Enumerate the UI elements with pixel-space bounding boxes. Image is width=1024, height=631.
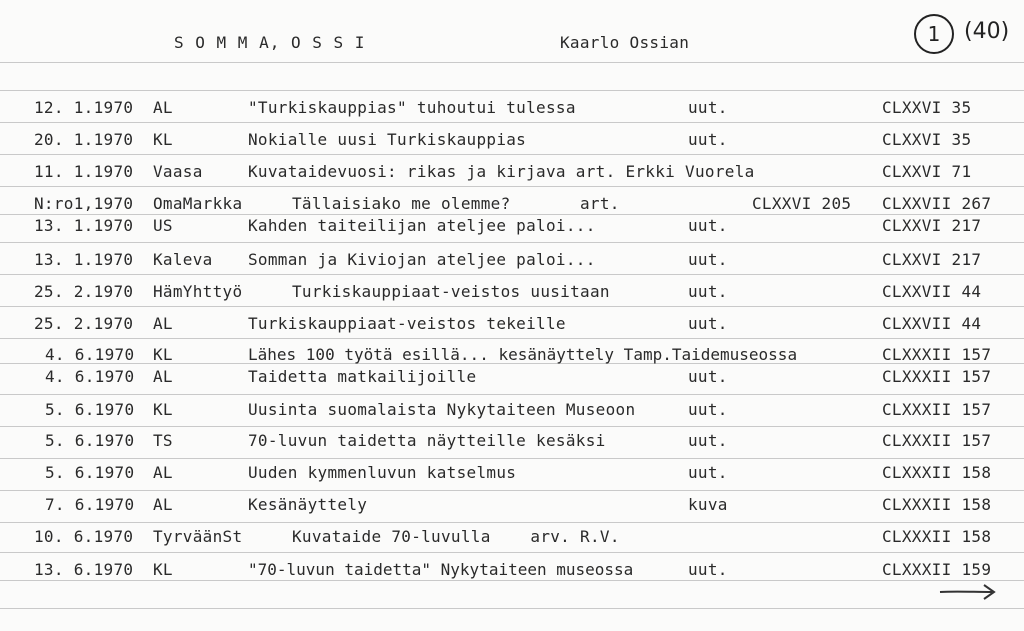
entry-date: 13. 1.1970 (34, 216, 134, 235)
entry-ref: CLXXVII 44 (882, 314, 982, 333)
entry-title: Turkiskauppiaat-veistos tekeille (248, 314, 566, 333)
entry-type: art. (580, 194, 620, 213)
rule-line (0, 242, 1024, 243)
entry-date: 25. 2.1970 (34, 282, 134, 301)
entry-type: uut. (688, 367, 728, 386)
entry-title: "70-luvun taidetta" Nykytaiteen museossa (248, 560, 634, 579)
rule-line (0, 552, 1024, 553)
entry-title: Turkiskauppiaat-veistos uusitaan (292, 282, 610, 301)
entry-type: kuva (688, 495, 728, 514)
entry-date: 4. 6.1970 (45, 345, 135, 364)
entry-paper: AL (153, 98, 173, 117)
rule-line (0, 274, 1024, 275)
entry-type: uut. (688, 314, 728, 333)
entry-title: Lähes 100 työtä esillä... kesänäyttely Tamp.Taidemuseossa (248, 345, 798, 364)
entry-paper: AL (153, 314, 173, 333)
entry-paper: KL (153, 345, 173, 364)
rule-line (0, 122, 1024, 123)
entry-ref: CLXXVI 35 (882, 98, 972, 117)
entry-ref: CLXXXII 158 (882, 463, 992, 482)
entry-date: 20. 1.1970 (34, 130, 134, 149)
entry-date: 4. 6.1970 (45, 367, 135, 386)
entry-paper: AL (153, 367, 173, 386)
entry-title: Somman ja Kiviojan ateljee paloi... (248, 250, 596, 269)
entry-title: Tällaisiako me olemme? (292, 194, 511, 213)
entry-date: 5. 6.1970 (45, 400, 135, 419)
entry-date: 25. 2.1970 (34, 314, 134, 333)
entry-paper: HämYhttyö (153, 282, 243, 301)
entry-title: "Turkiskauppias" tuhoutui tulessa (248, 98, 576, 117)
entry-type: uut. (688, 431, 728, 450)
entry-date: 10. 6.1970 (34, 527, 134, 546)
entry-paper: KL (153, 130, 173, 149)
entry-date: 13. 6.1970 (34, 560, 134, 579)
entry-title: 70-luvun taidetta näytteille kesäksi (248, 431, 606, 450)
entry-ref: CLXXVI 71 (882, 162, 972, 181)
entry-type: uut. (688, 560, 728, 579)
entry-paper: Kaleva (153, 250, 213, 269)
entry-title: Nokialle uusi Turkiskauppias (248, 130, 527, 149)
entry-extra-ref: CLXXVI 205 (752, 194, 852, 213)
entry-date: N:ro1,1970 (34, 194, 134, 213)
entry-ref: CLXXXII 157 (882, 345, 992, 364)
entry-date: 5. 6.1970 (45, 463, 135, 482)
rule-line (0, 154, 1024, 155)
entry-ref: CLXXXII 158 (882, 527, 992, 546)
entry-ref: CLXXXII 157 (882, 431, 992, 450)
entry-title: Kesänäyttely (248, 495, 368, 514)
entry-date: 12. 1.1970 (34, 98, 134, 117)
entry-paper: KL (153, 400, 173, 419)
entry-paper: TS (153, 431, 173, 450)
rule-line (0, 458, 1024, 459)
entry-ref: CLXXXII 157 (882, 400, 992, 419)
entry-paper: AL (153, 495, 173, 514)
rule-line (0, 426, 1024, 427)
entry-date: 5. 6.1970 (45, 431, 135, 450)
entry-type: uut. (688, 400, 728, 419)
entry-type: uut. (688, 216, 728, 235)
entry-title: Kahden taiteilijan ateljee paloi... (248, 216, 596, 235)
rule-line (0, 522, 1024, 523)
entry-ref: CLXXXII 158 (882, 495, 992, 514)
rule-line (0, 394, 1024, 395)
entry-date: 7. 6.1970 (45, 495, 135, 514)
entry-type: uut. (688, 282, 728, 301)
entry-paper: TyrväänSt (153, 527, 243, 546)
continue-arrow-icon (938, 580, 998, 604)
rule-line (0, 90, 1024, 91)
entry-title: Uusinta suomalaista Nykytaiteen Museoon (248, 400, 636, 419)
entry-title: Kuvataide 70-luvulla arv. R.V. (292, 527, 620, 546)
entry-ref: CLXXVII 267 (882, 194, 992, 213)
rule-line (0, 338, 1024, 339)
person-given-names: Kaarlo Ossian (560, 33, 690, 52)
card-total: (40) (964, 19, 1010, 44)
rule-line (0, 214, 1024, 215)
person-surname: S O M M A, O S S I (174, 33, 366, 52)
card-number-circled: 1 (914, 14, 954, 54)
rule-line (0, 608, 1024, 609)
entry-paper: KL (153, 560, 173, 579)
entry-date: 13. 1.1970 (34, 250, 134, 269)
rule-line (0, 580, 1024, 581)
entry-ref: CLXXXII 159 (882, 560, 992, 579)
entry-date: 11. 1.1970 (34, 162, 134, 181)
entry-ref: CLXXVII 44 (882, 282, 982, 301)
entry-paper: Vaasa (153, 162, 203, 181)
rule-line (0, 306, 1024, 307)
entry-type: uut. (688, 98, 728, 117)
entry-paper: AL (153, 463, 173, 482)
entry-title: Kuvataidevuosi: rikas ja kirjava art. Erkki Vuorela (248, 162, 755, 181)
rule-line (0, 186, 1024, 187)
entry-ref: CLXXVI 217 (882, 216, 982, 235)
entry-title: Taidetta matkailijoille (248, 367, 477, 386)
rule-line (0, 490, 1024, 491)
entry-ref: CLXXVI 217 (882, 250, 982, 269)
entry-paper: US (153, 216, 173, 235)
rule-line (0, 62, 1024, 63)
entry-title: Uuden kymmenluvun katselmus (248, 463, 517, 482)
entry-type: uut. (688, 250, 728, 269)
entry-paper: OmaMarkka (153, 194, 243, 213)
entry-type: uut. (688, 463, 728, 482)
entry-ref: CLXXXII 157 (882, 367, 992, 386)
entry-ref: CLXXVI 35 (882, 130, 972, 149)
entry-type: uut. (688, 130, 728, 149)
